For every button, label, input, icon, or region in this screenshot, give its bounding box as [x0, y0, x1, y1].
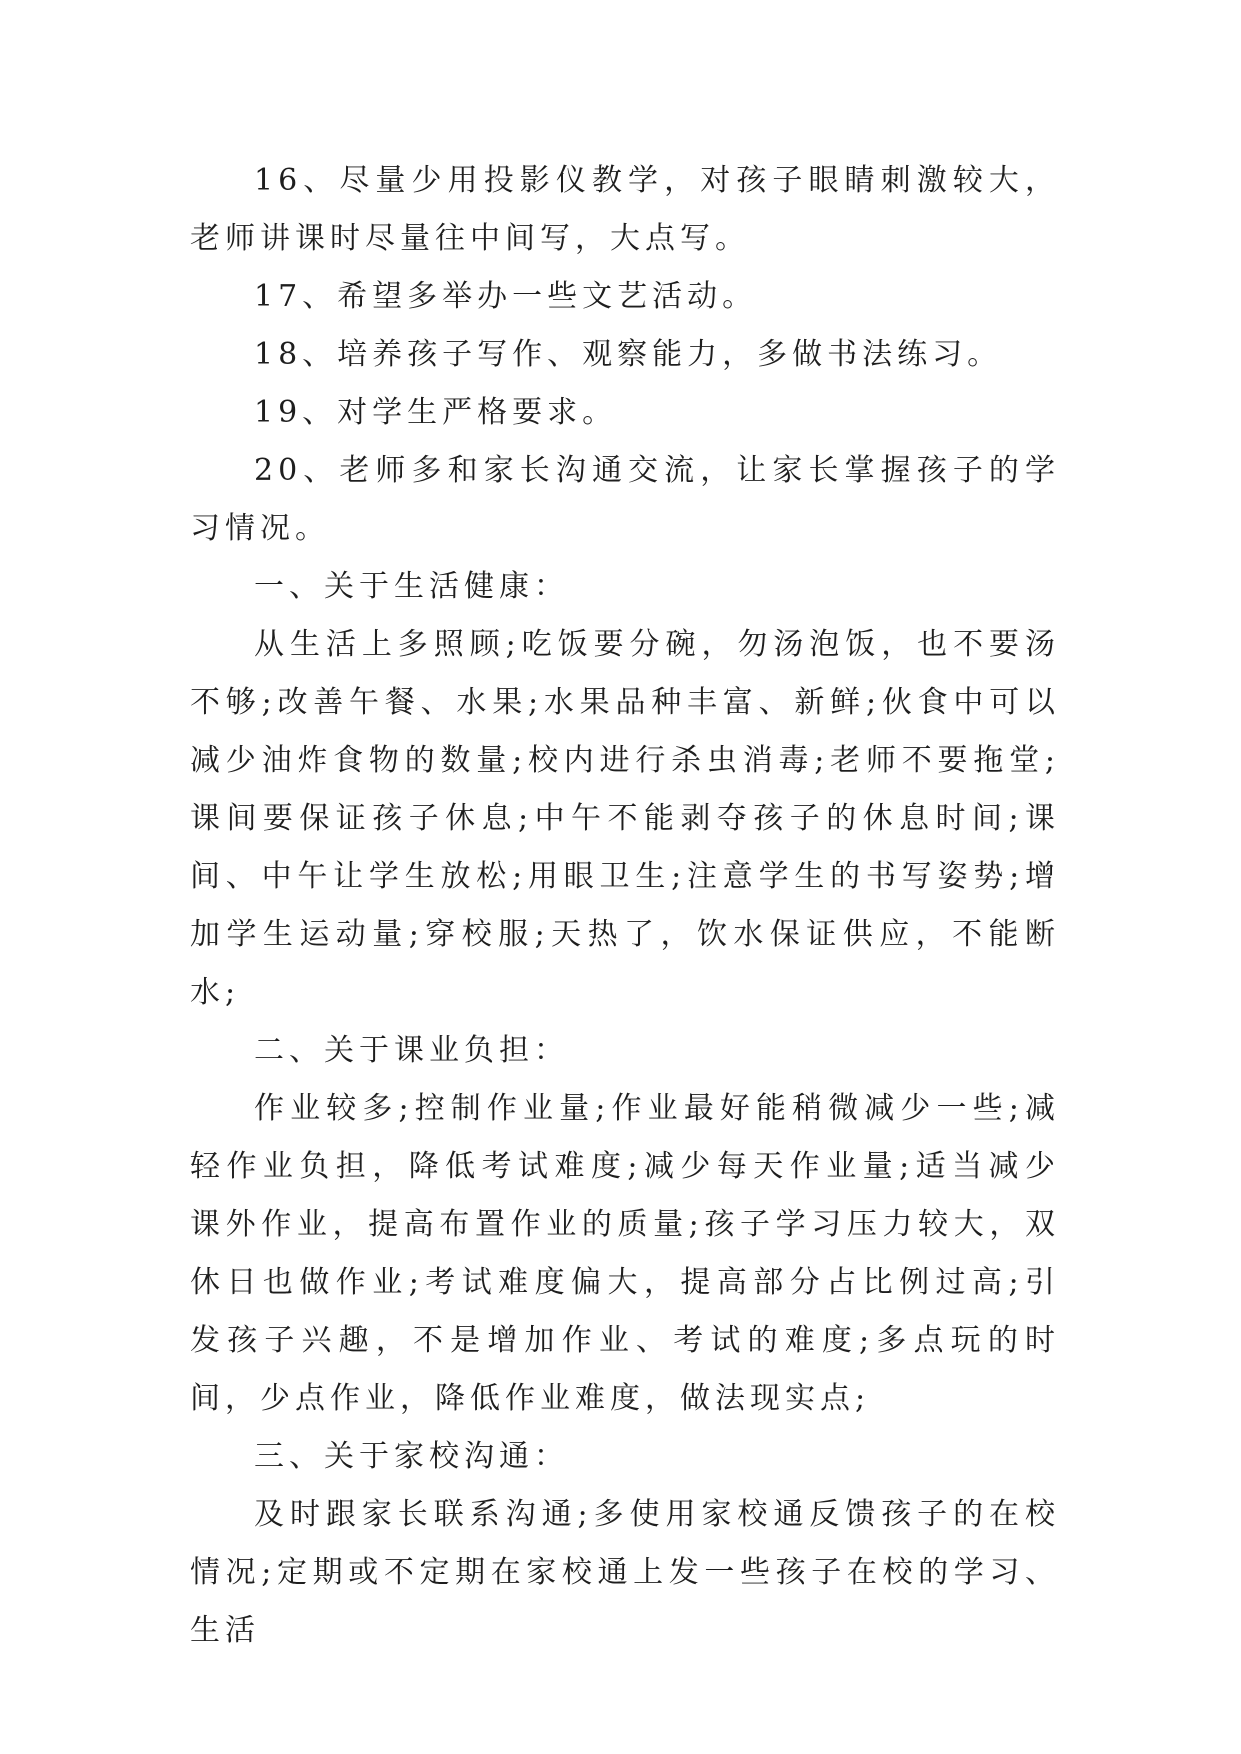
paragraph-item-16: 16、尽量少用投影仪教学，对孩子眼睛刺激较大，老师讲课时尽量往中间写，大点写。 [190, 163, 1060, 256]
paragraph-health: 从生活上多照顾;吃饭要分碗，勿汤泡饭，也不要汤不够;改善午餐、水果;水果品种丰富、新鲜;伙食中可以减少油炸食物的数量;校内进行杀虫消毒;老师不要拖堂;课间要保证孩子休息;中午不能剥夺孩子的休息时间;课间、中午让学生放松;用眼卫生;注意学生的书写姿势;增加学生运动量;穿校服;天热了，饮水保证供应，不能断水; [190, 627, 1060, 1010]
paragraph-communication: 及时跟家长联系沟通;多使用家校通反馈孩子的在校情况;定期或不定期在家校通上发一些孩子在校的学习、生活 [190, 1497, 1060, 1648]
paragraph-item-20: 20、老师多和家长沟通交流，让家长掌握孩子的学习情况。 [190, 453, 1060, 546]
paragraph-item-18: 18、培养孩子写作、观察能力，多做书法练习。 [254, 337, 1003, 372]
document-body [190, 152, 1060, 1660]
paragraph-homework: 作业较多;控制作业量;作业最好能稍微减少一些;减轻作业负担，降低考试难度;减少每天作业量;适当减少课外作业，提高布置作业的质量;孩子学习压力较大，双休日也做作业;考试难度偏大，提高部分占比例过高;引发孩子兴趣，不是增加作业、考试的难度;多点玩的时间，少点作业，降低作业难度，做法现实点; [190, 1091, 1060, 1416]
paragraph-item-19: 19、对学生严格要求。 [254, 395, 618, 430]
section-heading-homework: 二、关于课业负担： [254, 1033, 569, 1068]
section-heading-communication: 三、关于家校沟通： [254, 1439, 569, 1474]
paragraph-item-17: 17、希望多举办一些文艺活动。 [254, 279, 758, 314]
section-heading-health: 一、关于生活健康： [254, 569, 569, 604]
